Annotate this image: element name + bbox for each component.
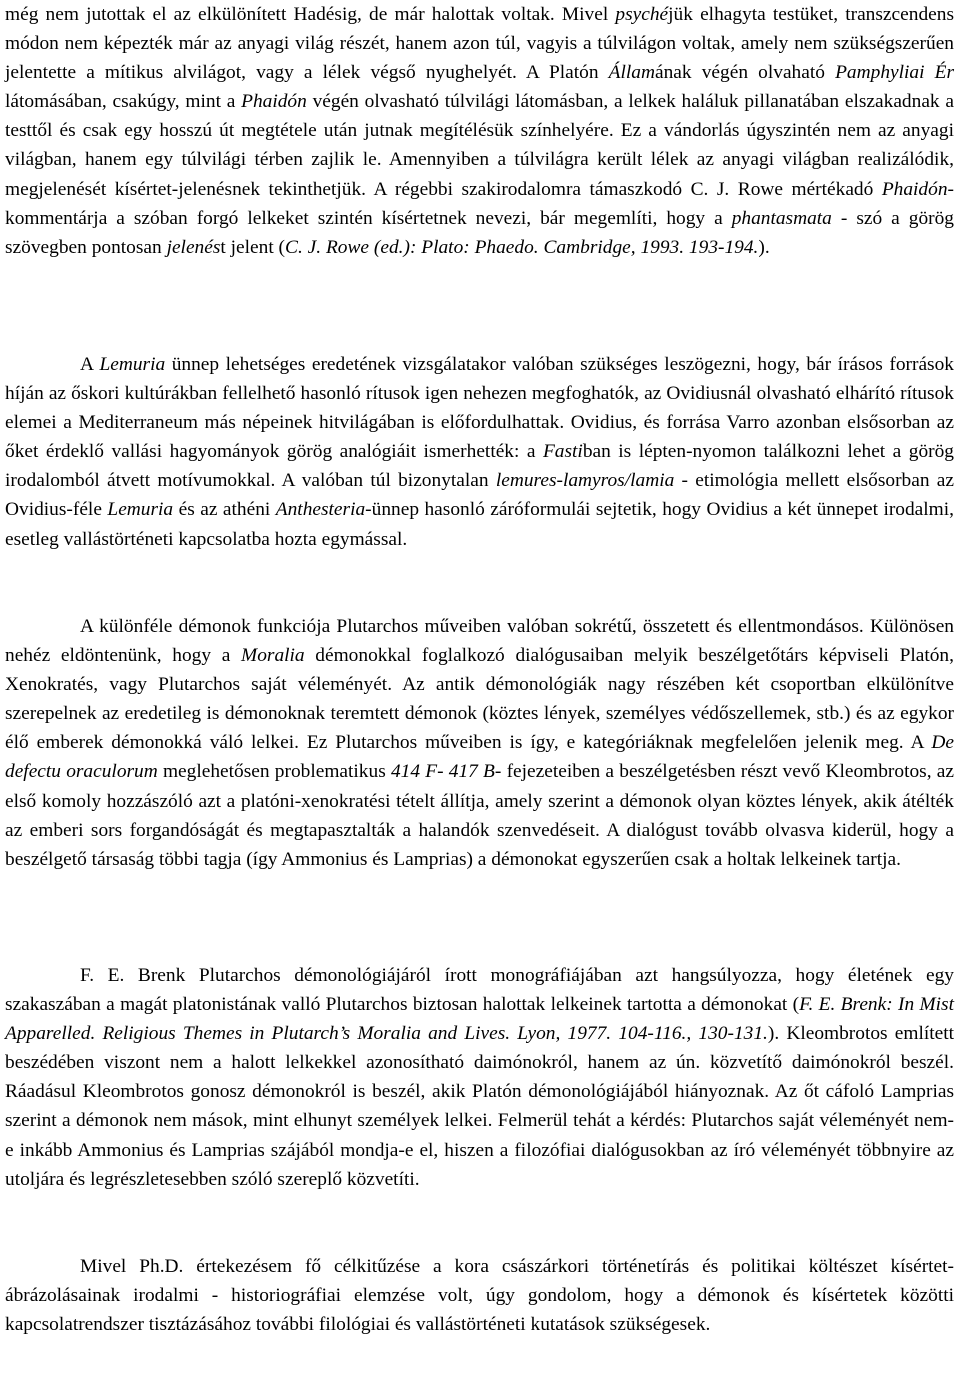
text-run: meglehetősen problematikus (157, 761, 391, 783)
text-run: ). Kleombrotos említett beszédében viszont nem a halott lelkekkel azonosítható daimónokról, hanem az ún. közvetítő daimónokról beszél. Ráadásul Kleombrotos gonosz démonokról is beszél, akik Platón démonológiájából hiányoznak. Az őt cáfoló Lamprias szerint a démonok nem mások, mint elhunyt személyek lelkei. Felmerül tehát a kérdés: Plutarchos saját véleményét nem-e inkább Ammonius és Lamprias szájából mondja-e el, hiszen a filozófiai dialógusokban az író véleményét többnyire az utoljára és legrészletesebben szóló szereplő közvetíti. (5, 1023, 954, 1190)
text-run: - szó a görög szövegben pontosan (5, 207, 954, 258)
text-run: - fejezeteiben a beszélgetésben részt vevő Kleombrotos, az első komoly hozzászóló azt a platóni-xenokratési tételt állítja, amely szerint a démonok olyan köztes lények, akik átélték az emberi sors forgandóságát és megtapasztalták a halandók szenvedéseit. A dialógust tovább olvasva kiderül, hogy a beszélgető társaság többi tagja (így Ammonius és Lamprias) a démonokat egyszerűen csak a holtak lelkeinek tartja. (5, 761, 954, 870)
paragraph-2 (5, 350, 954, 612)
text-run: - etimológia mellett elsősorban az Ovidius-féle (5, 470, 954, 521)
italic-text: Állam (608, 62, 655, 84)
text-run: ). (758, 236, 770, 258)
text-run: -ünnep hasonló záróformulái sejtetik, hogy Ovidius a két ünnepet irodalmi, esetleg vallástörténeti kapcsolatba hozta egymással. (5, 499, 954, 550)
text-run: végén olvasható túlvilági látomásban, a lelkek haláluk pillanatában elszakadnak a testtől és csak egy hosszú út megtétele után jutnak megítélésük színhelyére. Ez a vándorlás úgyszintén nem az anyagi világban, hanem egy túlvilági térben zajlik le. Amennyiben a túlvilágra került lélek az anyagi világban realizálódik, megjelenését kísértet-jelenésnek tekinthetjük. A régebbi szakirodalomra támaszkodó C. J. Rowe mértékadó (5, 91, 954, 200)
paragraph-4 (5, 961, 954, 1252)
italic-text: phantasmata (731, 207, 832, 229)
italic-text: psyché (615, 4, 669, 25)
italic-text: F. E. Brenk: In Mist Apparelled. Religious Themes in Plutarch’s Moralia and Lives. Lyon, 1977. 104-116., 130-131. (5, 994, 954, 1045)
italic-text: lemures-lamyros/lamia (495, 470, 675, 492)
text-run: A különféle démonok funkciója Plutarchos műveiben valóban sokrétű, összetett és ellentmondásos. Különösen nehéz eldöntenünk, hogy a (5, 616, 954, 667)
italic-text: C. J. Rowe (ed.): Plato: Phaedo. Cambridge, 1993. 193-194. (285, 236, 759, 258)
italic-text: Lemuria (99, 354, 166, 375)
italic-text: Pamphyliai Ér (835, 62, 955, 84)
italic-text: Fasti (542, 441, 583, 463)
text-run: jük elhagyta testüket, transzcendens módon nem képezték már az anyagi világ részét, hanem azon túl, vagyis a túlvilágon voltak, amely nem szükségszerűen jelentette a mítikus alvilágot, vagy a lélek végső nyughelyét. A Platón (5, 4, 954, 84)
text-run: A (80, 354, 100, 375)
italic-text: jelenés (166, 236, 221, 258)
italic-text: Lemuria (107, 499, 174, 521)
text-run: és az athéni (173, 499, 276, 521)
text-run: Mivel Ph.D. értekezésem fő célkitűzése a kora császárkori történetírás és politikai költészet kísértet-ábrázolásainak irodalmi - historiográfiai elemzése volt, úgy gondolom, hogy a démonok és kísértetek közötti kapcsolatrendszer tisztázásához további filológiai és vallástörténeti kutatások szükségesek. (5, 1256, 954, 1336)
italic-text: 414 F- 417 B (390, 761, 495, 783)
text-run: látomásában, csakúgy, mint a (5, 91, 242, 113)
italic-text: Phaidón (881, 178, 948, 200)
italic-text: De defectu oraculorum (5, 732, 954, 783)
paragraph-5 (5, 1252, 954, 1368)
italic-text: Anthesteria (275, 499, 366, 521)
paragraph-1 (5, 0, 954, 350)
text-run: még nem jutottak el az elkülönített Hadésig, de már halottak voltak. Mivel (5, 4, 616, 25)
text-run: -kommentárja a szóban forgó lelkeket szintén kísértetnek nevezi, bár megemlíti, hogy a (5, 178, 954, 229)
text-run: ának végén olvaható (655, 62, 836, 84)
text-run: ban is lépten-nyomon találkozni lehet a görög irodalomból átvett motívumokkal. A valóban túl bizonytalan (5, 441, 954, 492)
text-run: t jelent ( (220, 236, 286, 258)
paragraph-3 (5, 612, 954, 961)
italic-text: Moralia (241, 645, 305, 667)
text-run: F. E. Brenk Plutarchos démonológiájáról írott monográfiájában azt hangsúlyozza, hogy életének egy szakaszában a magát platonistának valló Plutarchos biztosan halottak lelkeinek tartotta a démonokat ( (5, 965, 954, 1016)
text-run: ünnep lehetséges eredetének vizsgálatakor valóban szükséges leszögezni, hogy, bár írásos források híján az őskori kultúrákban fellelhető hasonló rítusok igen nehezen megfoghatók, az Ovidiusnál olvasható elhárító rítusok elemei a Mediterraneum más népeinek hitvilágában is előfordulhattak. Ovidius, és forrása Varro azonban elsősorban az őket érdeklő vallási hagyományok görög analógiáit ismerhették: a (5, 354, 954, 463)
italic-text: Phaidón (241, 91, 307, 113)
text-run: démonokkal foglalkozó dialógusaiban melyik beszélgetőtárs képviseli Platón, Xenokratés, vagy Plutarchos saját véleményét. Az antik démonológiák nagy részében két csoportban elkülönítve szerepelnek az eredetileg is démonoknak teremtett démonok (köztes lények, személyes védőszellemek, stb.) és az egykor élő emberek démonokká váló lelkei. Ez Plutarchos műveiben is így, e kategóriáknak megfelelően jelenik meg. A (5, 645, 954, 754)
